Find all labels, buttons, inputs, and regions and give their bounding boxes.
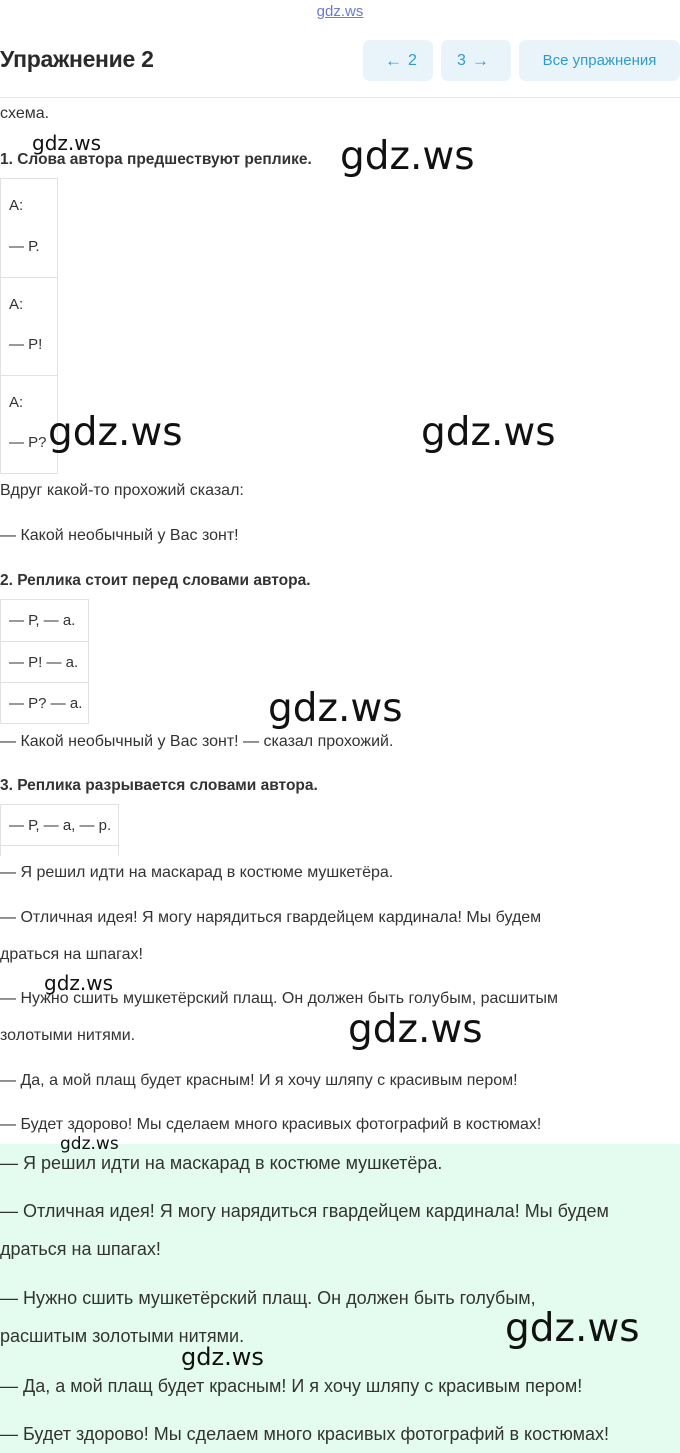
example-text: — Какой необычный у Вас зонт! — [0, 527, 239, 544]
intro-text: схема. — [0, 105, 50, 122]
dialogue-line: — Отличная идея! Я могу нарядиться гвардейцем кардинала! Мы будем — [0, 909, 542, 926]
watermark-text: gdz.ws — [44, 971, 114, 995]
answer-line: — Я решил идти на маскарад в костюме мушкетёра. — [0, 1153, 443, 1173]
answer-line: драться на шпагах! — [0, 1239, 161, 1259]
example-text: — Какой необычный у Вас зонт! — сказал прохожий. — [0, 733, 394, 750]
watermark-text: gdz.ws — [340, 134, 475, 179]
dialogue-line: — Нужно сшить мушкетёрский плащ. Он должен быть голубым, расшитым — [0, 990, 559, 1007]
header-divider — [0, 97, 680, 98]
page-header — [0, 40, 680, 82]
watermark-text: gdz.ws — [48, 410, 183, 455]
arrow-left-icon: ← — [385, 50, 403, 70]
prev-exercise-button[interactable] — [363, 40, 433, 81]
scheme-cell: А: — [1, 375, 57, 424]
all-exercises-button[interactable]: Все упражнения — [519, 40, 680, 81]
example-text: Вдруг какой-то прохожий сказал: — [0, 482, 244, 499]
scheme-cell: А: — [9, 197, 24, 214]
watermark-text: gdz.ws — [505, 1306, 640, 1351]
dialogue-line: золотыми нитями. — [0, 1027, 136, 1044]
next-exercise-button[interactable] — [441, 40, 511, 81]
dialogue-line: — Будет здорово! Мы сделаем много красивых фотографий в костюмах! — [0, 1116, 542, 1133]
scheme-cell: А: — [1, 277, 57, 326]
section2-heading: 2. Реплика стоит перед словами автора. — [0, 572, 311, 589]
arrow-right-icon: → — [471, 50, 489, 70]
dialogue-line: драться на шпагах! — [0, 946, 143, 963]
prev-exercise-label: 2 — [408, 51, 417, 69]
dialogue-line: — Я решил идти на маскарад в костюме мушкетёра. — [0, 864, 394, 881]
scheme-cell: — Р, — а, — р. — [1, 805, 118, 846]
answer-line: — Нужно сшить мушкетёрский плащ. Он должен быть голубым, — [0, 1288, 536, 1308]
watermark-text: gdz.ws — [421, 410, 556, 455]
scheme-table-3 — [0, 804, 119, 856]
site-url-link[interactable]: gdz.ws — [316, 3, 364, 20]
watermark-text: gdz.ws — [60, 1134, 119, 1154]
answer-block — [0, 1144, 680, 1453]
scheme-cell: — Р, — а. — [9, 612, 76, 629]
watermark-text: gdz.ws — [181, 1343, 264, 1371]
scheme-cell: — Р? — [9, 434, 47, 451]
answer-line: — Отличная идея! Я могу нарядиться гвардейцем кардинала! Мы будем — [0, 1201, 609, 1221]
next-exercise-label: 3 — [457, 51, 466, 69]
section1-heading: 1. Слова автора предшествуют реплике. — [0, 151, 312, 168]
answer-line: расшитым золотыми нитями. — [0, 1326, 245, 1346]
page-title: Упражнение 2 — [0, 46, 154, 72]
watermark-text: gdz.ws — [348, 1007, 483, 1052]
watermark-text: gdz.ws — [268, 686, 403, 731]
dialogue-line: — Да, а мой плащ будет красным! И я хочу шляпу с красивым пером! — [0, 1072, 518, 1089]
scheme-cell: — Р? — а. — [1, 682, 88, 723]
section3-heading: 3. Реплика разрывается словами автора. — [0, 777, 318, 794]
watermark-text: gdz.ws — [32, 131, 102, 155]
scheme-table-2 — [0, 599, 89, 724]
scheme-cell: — Р! — а. — [1, 641, 88, 682]
answer-line: — Да, а мой плащ будет красным! И я хочу шляпу с красивым пером! — [0, 1376, 583, 1396]
scheme-cell: — Р! — [9, 336, 43, 353]
scheme-cell: — Р. — [9, 238, 40, 255]
answer-line: — Будет здорово! Мы сделаем много красивых фотографий в костюмах! — [0, 1424, 610, 1444]
